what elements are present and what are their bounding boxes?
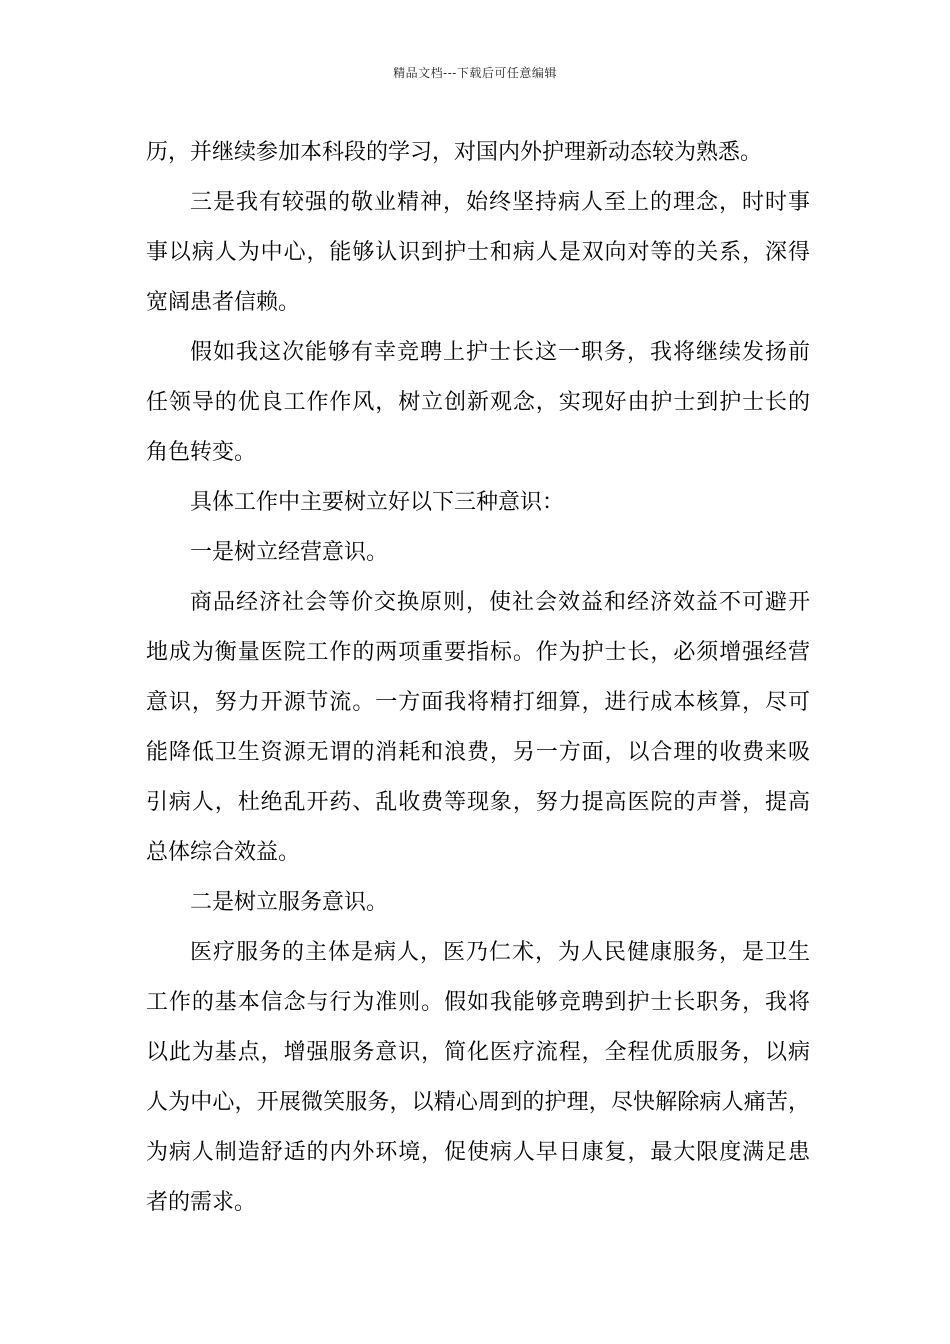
text-line: 者的需求。 [146,1190,257,1215]
text-line: 任领导的优良工作作风，树立创新观念，实现好由护士到护士长的 [146,390,810,415]
text-line: 商品经济社会等价交换原则，使社会效益和经济效益不可避开 [190,590,810,615]
text-line: 工作的基本信念与行为准则。假如我能够竞聘到护士长职务，我将 [146,990,810,1015]
text-line: 以此为基点，增强服务意识，简化医疗流程，全程优质服务，以病 [146,1040,810,1065]
text-line: 具体工作中主要树立好以下三种意识： [190,490,565,515]
text-line: 意识，努力开源节流。一方面我将精打细算，进行成本核算，尽可 [146,690,810,715]
text-line: 二是树立服务意识。 [190,890,389,915]
text-line: 假如我这次能够有幸竞聘上护士长这一职务，我将继续发扬前 [190,340,810,365]
text-line: 引病人，杜绝乱开药、乱收费等现象，努力提高医院的声誉，提高 [146,790,810,815]
body-text [146,128,810,1228]
text-line: 三是我有较强的敬业精神，始终坚持病人至上的理念，时时事 [190,190,810,215]
text-line: 事以病人为中心，能够认识到护士和病人是双向对等的关系，深得 [146,240,810,265]
text-line: 一是树立经营意识。 [190,540,389,565]
text-line: 宽阔患者信赖。 [146,290,301,315]
text-line: 能降低卫生资源无谓的消耗和浪费，另一方面，以合理的收费来吸 [146,740,810,765]
text-line: 为病人制造舒适的内外环境，促使病人早日康复，最大限度满足患 [146,1140,810,1165]
page-header: 精品文档---下载后可任意编辑 [393,66,557,80]
text-line: 医疗服务的主体是病人，医乃仁术，为人民健康服务，是卫生 [190,940,810,965]
text-line: 人为中心，开展微笑服务，以精心周到的护理，尽快解除病人痛苦， [146,1090,810,1115]
text-line: 角色转变。 [146,440,257,465]
text-line: 历，并继续参加本科段的学习，对国内外护理新动态较为熟悉。 [146,140,763,165]
text-line: 地成为衡量医院工作的两项重要指标。作为护士长，必须增强经营 [146,640,810,665]
text-line: 总体综合效益。 [146,840,301,865]
